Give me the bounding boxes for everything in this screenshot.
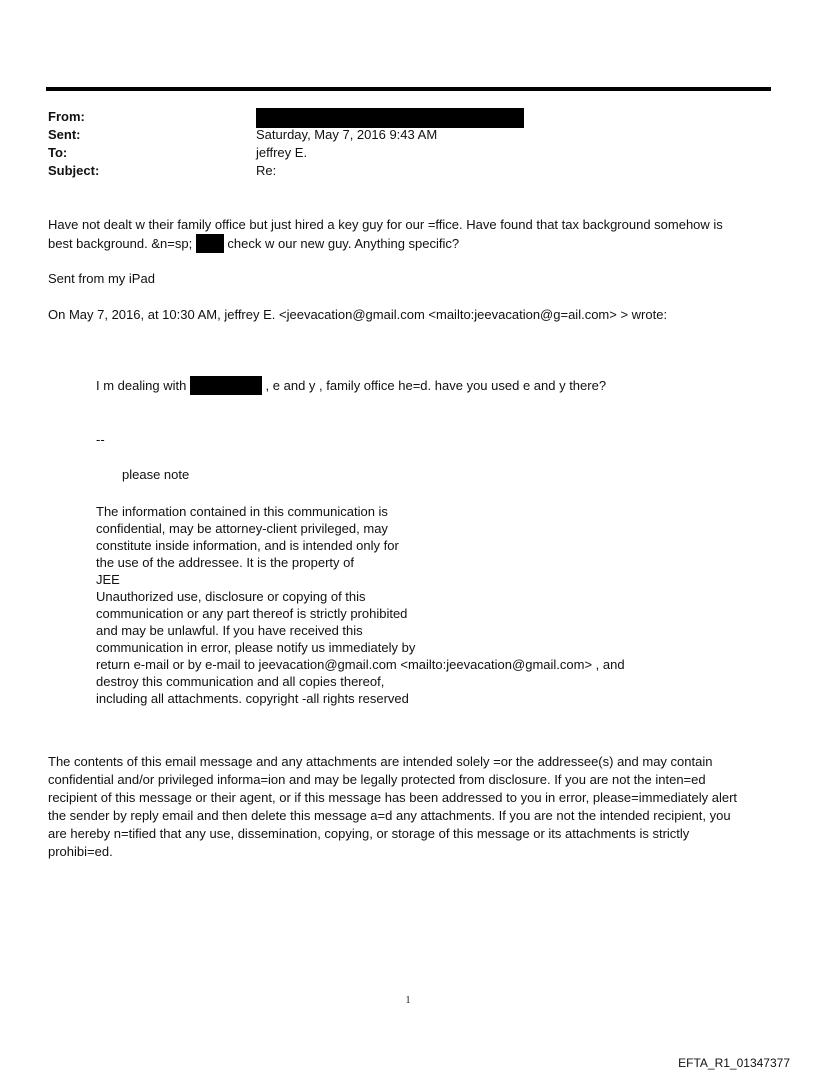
redacted-name	[196, 234, 224, 253]
quoted-line-end: , e and y , family office he=d. have you used e and y there?	[261, 378, 607, 393]
disclaimer-line: The information contained in this communication is	[96, 504, 388, 519]
email-header	[48, 108, 768, 180]
footer-disclaimer-line: the sender by reply email and then delete this message a=d any attachments. If you are not the intended recipient, you	[48, 808, 731, 823]
disclaimer-line: return e-mail or by e-mail to jeevacation@gmail.com <mailto:jeevacation@gmail.com> , and	[96, 657, 625, 672]
quoted-message-line	[96, 376, 696, 395]
reply-body	[48, 216, 768, 253]
signature: Sent from my iPad	[48, 271, 155, 286]
disclaimer-line: destroy this communication and all copies thereof,	[96, 674, 385, 689]
disclaimer-line: JEE	[96, 572, 120, 587]
redacted-contact	[190, 376, 262, 395]
subject-value: Re:	[256, 163, 277, 178]
please-note: please note	[122, 467, 190, 482]
from-row	[48, 108, 768, 126]
header-top-rule	[46, 87, 771, 91]
disclaimer-line: communication or any part thereof is strictly prohibited	[96, 606, 408, 621]
bates-number: EFTA_R1_01347377	[678, 1056, 790, 1070]
sent-value: Saturday, May 7, 2016 9:43 AM	[256, 127, 438, 142]
disclaimer-line: including all attachments. copyright -all rights reserved	[96, 691, 409, 706]
footer-disclaimer-line: The contents of this email message and any attachments are intended solely =or the addressee(s) and may contain	[48, 754, 713, 769]
to-label: To:	[48, 145, 68, 160]
reply-line-2-start: best background. &n=sp;	[48, 236, 196, 251]
quoted-line-start: I m dealing with	[96, 378, 190, 393]
subject-label: Subject:	[48, 163, 100, 178]
disclaimer-line: the use of the addressee. It is the property of	[96, 555, 354, 570]
disclaimer-line: and may be unlawful. If you have received this	[96, 623, 363, 638]
footer-disclaimer	[48, 753, 768, 861]
quoted-disclaimer	[96, 503, 696, 707]
page-number: 1	[405, 995, 411, 1006]
quote-intro: On May 7, 2016, at 10:30 AM, jeffrey E. <jeevacation@gmail.com <mailto:jeevacation@g=ail.com> > wrote:	[48, 307, 668, 322]
reply-line-1: Have not dealt w their family office but just hired a key guy for our =ffice. Have found that tax background somehow is	[48, 217, 723, 232]
reply-line-2	[48, 234, 768, 253]
sent-label: Sent:	[48, 127, 81, 142]
footer-disclaimer-line: confidential and/or privileged informa=ion and may be legally protected from disclosure. If you are not the inten=ed	[48, 772, 706, 787]
signature-separator: --	[96, 432, 105, 447]
disclaimer-line: constitute inside information, and is intended only for	[96, 538, 399, 553]
subject-row	[48, 162, 768, 180]
to-row	[48, 144, 768, 162]
disclaimer-line: confidential, may be attorney-client privileged, may	[96, 521, 388, 536]
to-value: jeffrey E.	[256, 145, 308, 160]
disclaimer-line: communication in error, please notify us immediately by	[96, 640, 416, 655]
disclaimer-line: Unauthorized use, disclosure or copying of this	[96, 589, 366, 604]
footer-disclaimer-line: are hereby n=tified that any use, dissemination, copying, or storage of this message or its attachments is strictly	[48, 826, 690, 841]
redacted-sender	[256, 108, 524, 128]
sent-row	[48, 126, 768, 144]
reply-line-2-end: check w our new guy. Anything specific?	[223, 236, 460, 251]
footer-disclaimer-line: prohibi=ed.	[48, 844, 113, 859]
footer-disclaimer-line: recipient of this message or their agent, or if this message has been addressed to you in error, please=immediately alert	[48, 790, 738, 805]
from-label: From:	[48, 109, 85, 124]
